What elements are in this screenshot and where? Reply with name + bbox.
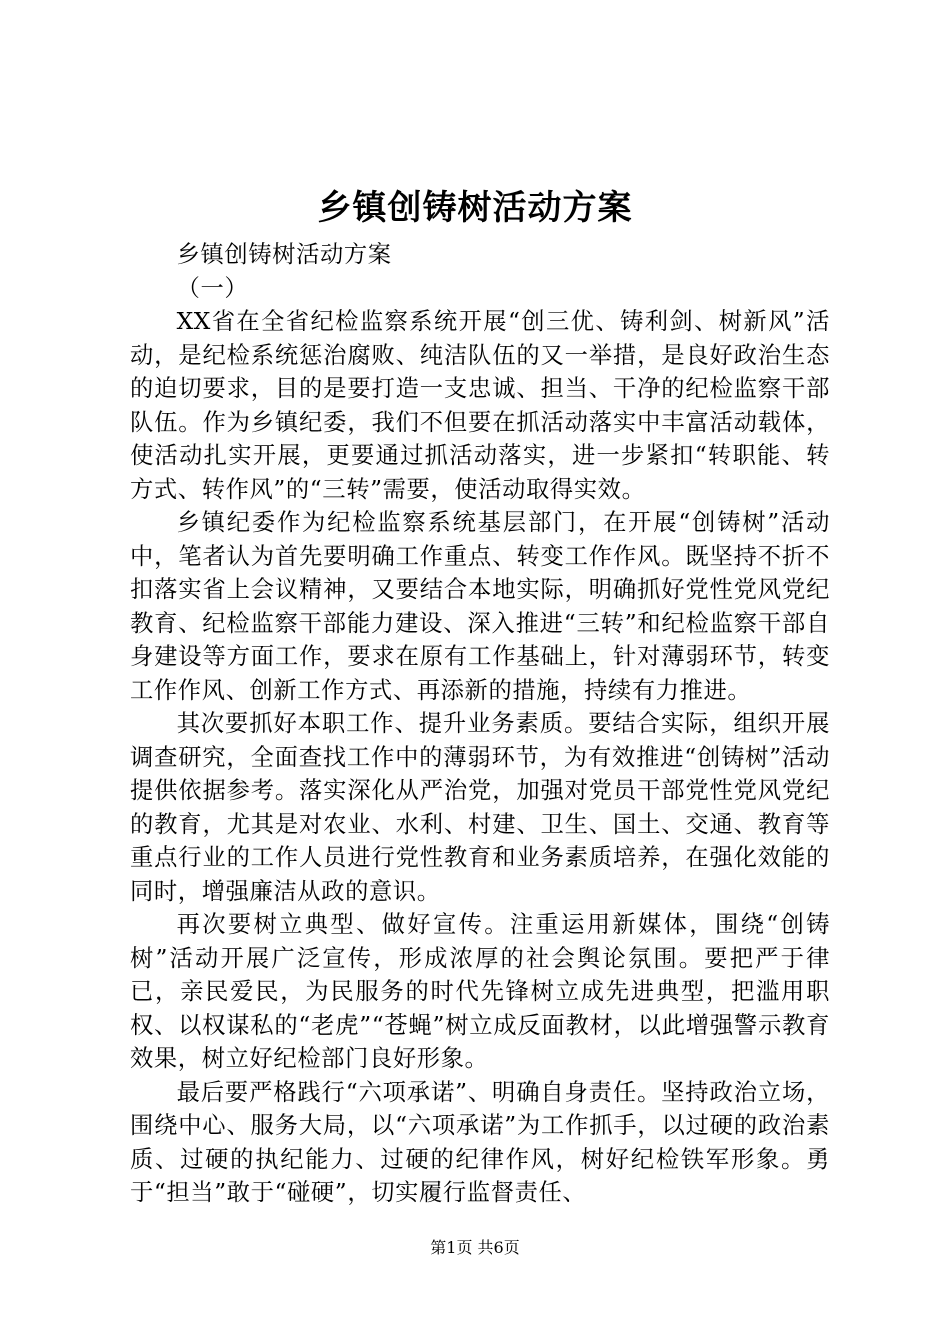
section-number: （一） (176, 274, 249, 302)
paragraph: 最后要严格践行“六项承诺”、明确自身责任。坚持政治立场，围绕中心、服务大局，以“六项承诺”为工作抓手，以过硬的政治素质、过硬的执纪能力、过硬的纪律作风，树好纪检铁军形象。勇于“担当”敢于“碰硬”，切实履行监督责任、 (130, 1078, 830, 1206)
paragraph: 乡镇纪委作为纪检监察系统基层部门，在开展“创铸树”活动中，笔者认为首先要明确工作重点、转变工作作风。既坚持不折不扣落实省上会议精神，又要结合本地实际，明确抓好党性党风党纪教育、纪检监察干部能力建设、深入推进“三转”和纪检监察干部自身建设等方面工作，要求在原有工作基础上，针对薄弱环节，转变工作作风、创新工作方式、再添新的措施，持续有力推进。 (130, 509, 830, 704)
page-indicator: 第1页 共6页 (430, 1238, 520, 1257)
document-body (130, 238, 830, 1210)
document-subtitle: 乡镇创铸树活动方案 (176, 241, 392, 268)
page-footer (0, 1236, 950, 1260)
paragraph: XX省在全省纪检监察系统开展“创三优、铸利剑、树新风”活动，是纪检系统惩治腐败、纯洁队伍的又一举措，是良好政治生态的迫切要求，目的是要打造一支忠诚、担当、干净的纪检监察干部队伍。作为乡镇纪委，我们不但要在抓活动落实中丰富活动载体，使活动扎实开展，更要通过抓活动落实，进一步紧扣“转职能、转方式、转作风”的“三转”需要，使活动取得实效。 (130, 308, 830, 503)
document-title: 乡镇创铸树活动方案 (317, 188, 633, 228)
paragraph: 其次要抓好本职工作、提升业务素质。要结合实际，组织开展调查研究，全面查找工作中的薄弱环节，为有效推进“创铸树”活动提供依据参考。落实深化从严治党，加强对党员干部党性党风党纪的教育，尤其是对农业、水利、村建、卫生、国土、交通、教育等重点行业的工作人员进行党性教育和业务素质培养，在强化效能的同时，增强廉洁从政的意识。 (130, 710, 830, 905)
paragraph: 再次要树立典型、做好宣传。注重运用新媒体，围绕“创铸树”活动开展广泛宣传，形成浓厚的社会舆论氛围。要把严于律已，亲民爱民，为民服务的时代先锋树立成先进典型，把滥用职权、以权谋私的“老虎”“苍蝇”树立成反面教材，以此增强警示教育效果，树立好纪检部门良好形象。 (130, 911, 830, 1072)
